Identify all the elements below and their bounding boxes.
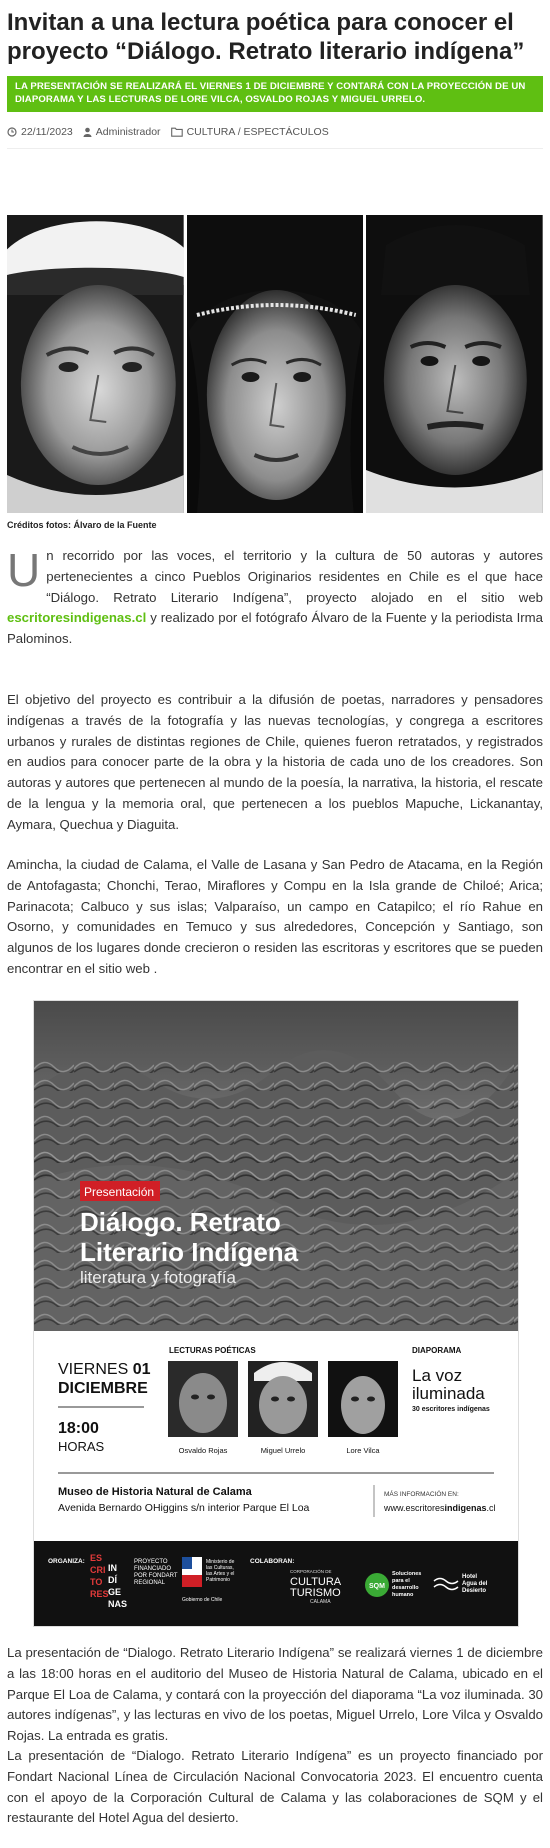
svg-text:POR FONDART: POR FONDART — [134, 1573, 178, 1579]
svg-text:Ministerio de: Ministerio de — [206, 1559, 235, 1565]
poster-title-1: Diálogo. Retrato — [80, 1207, 281, 1237]
article-title: Invitan a una lectura poética para conocer el proyecto “Diálogo. Retrato literario indígena” — [7, 9, 525, 65]
poster-month: DICIEMBRE — [58, 1380, 148, 1397]
portrait-center — [187, 215, 364, 513]
diaporama-sub: 30 escritores indígenas — [412, 1406, 490, 1413]
svg-text:ES: ES — [90, 1553, 103, 1563]
svg-text:REGIONAL: REGIONAL — [134, 1580, 166, 1586]
divider — [7, 148, 543, 149]
svg-text:Desierto: Desierto — [462, 1588, 487, 1594]
poster-title-2: Literario Indígena — [80, 1237, 299, 1267]
svg-text:NAS: NAS — [108, 1599, 128, 1609]
user-icon — [83, 127, 92, 137]
portrait-left — [7, 215, 184, 513]
meta-date[interactable] — [7, 126, 73, 138]
svg-text:IN: IN — [108, 1563, 117, 1573]
svg-text:CALAMA: CALAMA — [310, 1599, 331, 1605]
diaporama-title-2: iluminada — [412, 1384, 485, 1403]
svg-text:CRI: CRI — [90, 1565, 106, 1575]
poster-address: Avenida Bernardo OHiggins s/n interior Parque El Loa — [58, 1502, 310, 1514]
svg-text:DÍ: DÍ — [108, 1575, 117, 1585]
svg-text:Presentación: Presentación — [84, 1185, 155, 1199]
paragraph-event-details: La presentación de “Dialogo. Retrato Literario Indígena” se realizará viernes 1 de diciembre a las 18:00 horas en el auditorio del Museo de Historia Natural de Calama, ubicado en el Parque El Loa de Calama, y contará con la proyección del diaporama “La voz iluminada. 30 autores indígenas”, y las lecturas en vivo de los poetas, Miguel Urrelo, Lore Vilca y Osvaldo Rojas. La entrada es gratis. — [7, 1645, 543, 1744]
svg-text:Hotel: Hotel — [462, 1574, 477, 1580]
svg-text:para el: para el — [392, 1578, 410, 1584]
poster-readings-label: LECTURAS POÉTICAS — [169, 1346, 256, 1355]
svg-text:TO: TO — [90, 1577, 103, 1587]
poster-time: 18:00 — [58, 1420, 99, 1437]
dropcap: U — [7, 544, 41, 596]
meta-author[interactable] — [83, 126, 161, 138]
reader-thumb-1 — [168, 1361, 238, 1437]
poster-venue: Museo de Historia Natural de Calama — [58, 1486, 252, 1498]
meta-date-text: 22/11/2023 — [21, 126, 73, 138]
meta-category[interactable] — [171, 126, 329, 138]
svg-text:las Culturas,: las Culturas, — [206, 1565, 234, 1571]
poster-diaporama-label: DIAPORAMA — [412, 1346, 462, 1355]
poster-time-unit: HORAS — [58, 1439, 105, 1454]
poster-subtitle: literatura y fotografía — [80, 1268, 236, 1287]
svg-text:GE: GE — [108, 1587, 122, 1597]
svg-text:las Artes y el: las Artes y el — [206, 1571, 235, 1577]
svg-text:PROYECTO: PROYECTO — [134, 1559, 168, 1565]
svg-text:Gobierno de Chile: Gobierno de Chile — [182, 1597, 223, 1603]
colaboran-label: COLABORAN: — [250, 1558, 295, 1565]
diaporama-title-1: La voz — [412, 1366, 463, 1385]
featured-photo — [7, 215, 543, 513]
organiza-label: ORGANIZA: — [48, 1558, 85, 1565]
reader-thumb-2 — [248, 1361, 318, 1437]
paragraph-places: Amincha, la ciudad de Calama, el Valle de Lasana y San Pedro de Atacama, en la Región de Antofagasta; Chonchi, Terao, Miraflores y Compu en la Isla grande de Chiloé; Arica; Parinacota; Calbuco y sus islas; Valparaíso, un campo en Catapilco; el río Rahue en Osorno, y comunidades en Temuco y sus alrededores, Concepción y Santiago, son algunos de los lugares donde crecieron o residen las escritoras y escritores que se pueden encontrar en el sitio web . — [7, 857, 543, 976]
paragraph-funding: La presentación de “Dialogo. Retrato Literario Indígena” es un proyecto financiado por Fondart Nacional Línea de Circulación Nacional Convocatoria 2023. El encuentro cuenta con el apoyo de la Corporación Cultural de Calama y las colaboraciones de SQM y el restaurante del Hotel Agua del desierto. — [7, 1748, 543, 1826]
paragraph-intro: U n recorrido por las voces, el territorio y la cultura de 50 autoras y autores pertenecientes a cinco Pueblos Originarios residentes en Chile es el que hace “Diálogo. Retrato Literario Indígena”, proyecto alojado en el sitio web escritoresindigenas.cl y realizado por el fotógrafo Álvaro de la Fuente y la periodista Irma Palominos. — [7, 544, 543, 647]
svg-text:humano: humano — [392, 1592, 414, 1598]
reader-name-3: Lore Vilca — [346, 1446, 380, 1455]
clock-icon — [7, 127, 17, 137]
svg-text:FINANCIADO: FINANCIADO — [134, 1566, 172, 1572]
photo-credit: Créditos fotos: Álvaro de la Fuente — [7, 520, 157, 530]
sqm-logo — [365, 1571, 421, 1598]
meta-category-text: CULTURA / ESPECTÁCULOS — [186, 126, 329, 138]
reader-name-2: Miguel Urrelo — [260, 1446, 306, 1455]
svg-text:Agua del: Agua del — [462, 1581, 488, 1587]
reader-thumb-3 — [328, 1361, 398, 1437]
meta-author-text: Administrador — [95, 126, 161, 138]
poster-info-label: MÁS INFORMACIÓN EN: — [384, 1491, 459, 1498]
article-excerpt: LA PRESENTACIÓN SE REALIZARÁ EL VIERNES 1 DE DICIEMBRE Y CONTARÁ CON LA PROYECCIÓN DE UN DIAPORAMA Y LAS LECTURAS DE LORE VILCA, OSVALDO ROJAS Y MIGUEL URRELO. — [7, 76, 543, 112]
svg-text:Soluciones: Soluciones — [392, 1571, 422, 1577]
folder-icon — [171, 127, 183, 137]
poster-info-url: www.escritoresindigenas.cl — [384, 1503, 496, 1513]
svg-text:SQM: SQM — [369, 1583, 385, 1590]
svg-text:TURISMO: TURISMO — [290, 1587, 341, 1599]
svg-text:Patrimonio: Patrimonio — [206, 1577, 230, 1583]
portrait-right — [366, 215, 543, 513]
svg-text:RES: RES — [90, 1589, 109, 1599]
poster-day: VIERNES 01 — [58, 1361, 151, 1378]
reader-name-1: Osvaldo Rojas — [178, 1446, 228, 1455]
article-meta — [7, 124, 543, 140]
paragraph-objective: El objetivo del proyecto es contribuir a la difusión de poetas, narradores y pensadores indígenas a través de la fotografía y las nuevas tecnologías, y congrega a escritores urbanos y rurales de distintas regiones de Chile, quienes fueron retratados, y registrados en audios para conocer parte de la obra y la historia de cada uno de los creadores. Son autoras y autores que pertenecen al mundo de la poesía, la narrativa, la historia, el rescate de la lengua y la memoria oral, que pertenecen a los pueblos Mapuche, Lickanantay, Aymara, Quechua y Diaguita. — [7, 692, 543, 832]
svg-text:CORPORACIÓN DE: CORPORACIÓN DE — [290, 1569, 332, 1574]
svg-text:desarrollo: desarrollo — [392, 1585, 419, 1591]
event-poster — [33, 1000, 519, 1627]
site-link[interactable]: escritoresindigenas.cl — [7, 610, 147, 626]
svg-text:CULTURA: CULTURA — [290, 1576, 342, 1588]
poster-badge — [80, 1181, 160, 1201]
